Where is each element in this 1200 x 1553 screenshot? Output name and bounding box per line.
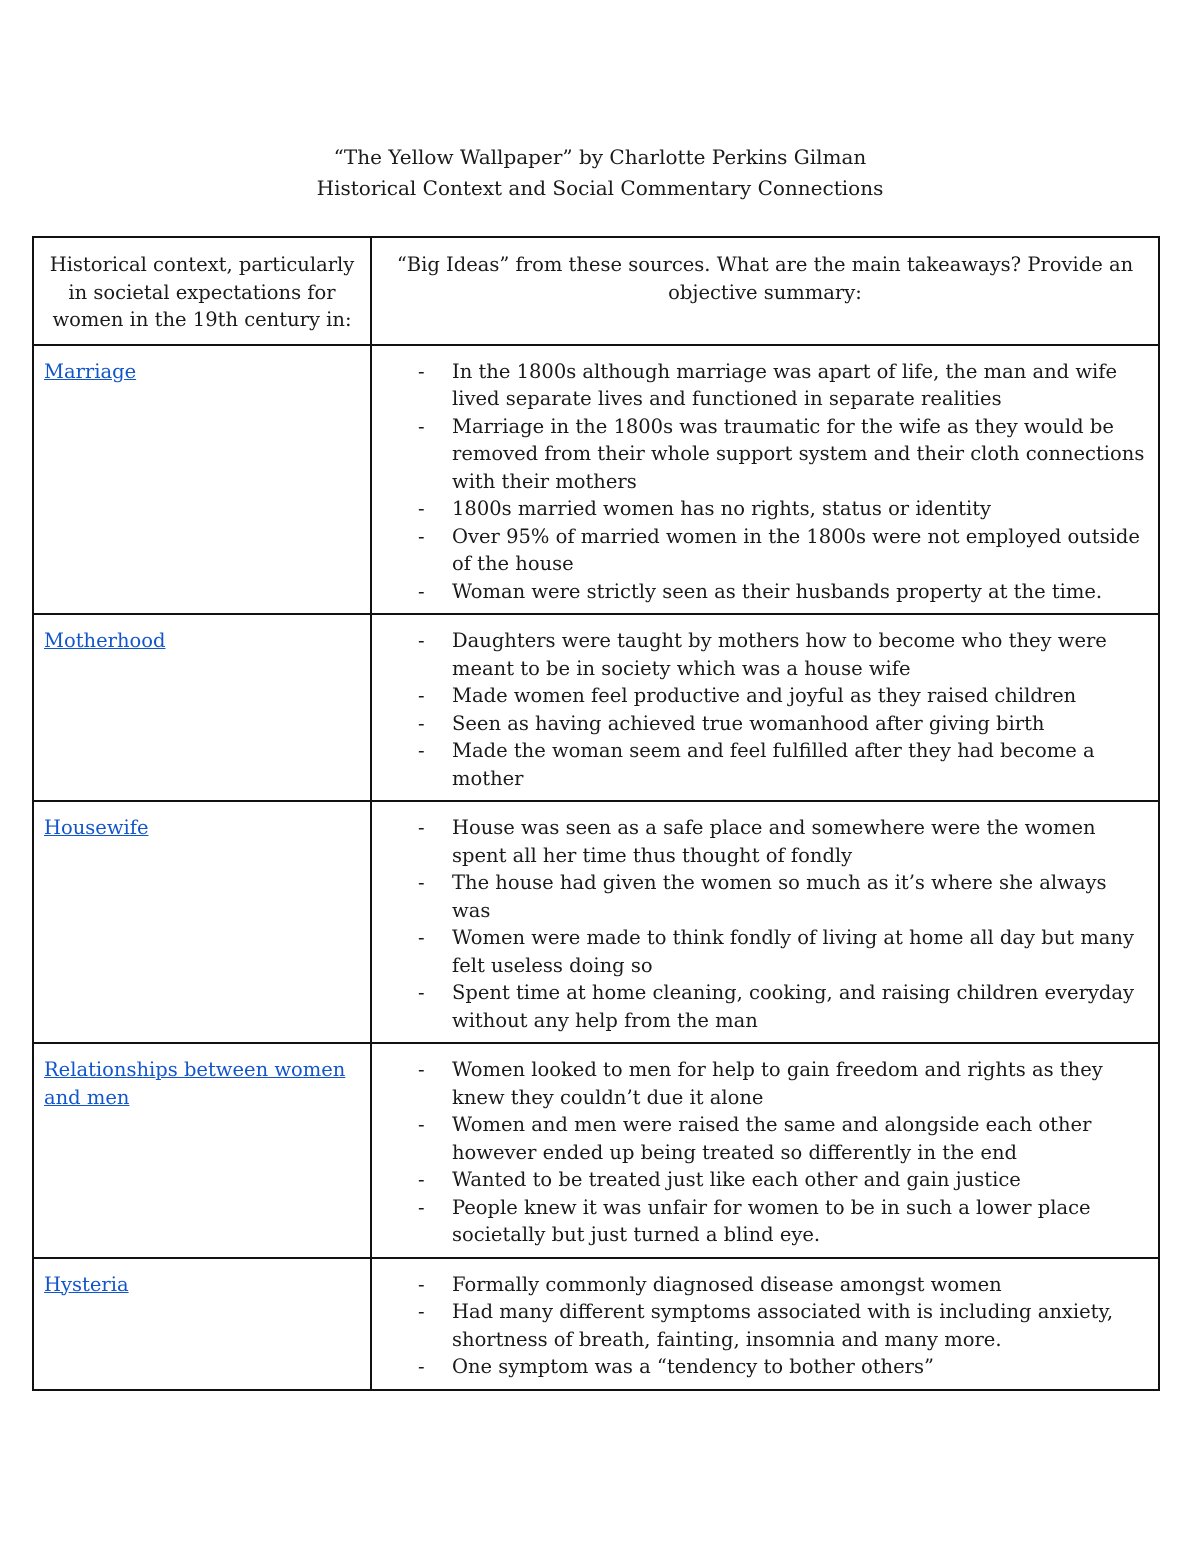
table-row	[33, 345, 1159, 615]
list-item: - 1800s married women has no rights, status or identity	[372, 495, 1150, 523]
topic-link[interactable]: Relationships between women and men	[44, 1058, 346, 1109]
table-row	[33, 1258, 1159, 1390]
topic-cell	[33, 1043, 371, 1258]
title-line-1: “The Yellow Wallpaper” by Charlotte Perkins Gilman	[333, 145, 867, 169]
list-item: - Women were made to think fondly of living at home all day but many felt useless doing so	[372, 924, 1150, 979]
list-item: - Made the woman seem and feel fulfilled after they had become a mother	[372, 737, 1150, 792]
list-item: - Women and men were raised the same and alongside each other however ended up being treated so differently in the end	[372, 1111, 1150, 1166]
document-title	[0, 142, 1200, 204]
summary-cell	[371, 1258, 1159, 1390]
summary-list	[372, 814, 1150, 1034]
topic-cell	[33, 345, 371, 615]
list-item: - In the 1800s although marriage was apart of life, the man and wife lived separate lives and functioned in separate realities	[372, 358, 1150, 413]
topic-link[interactable]: Hysteria	[44, 1272, 129, 1296]
topic-cell	[33, 614, 371, 801]
context-table	[32, 236, 1160, 1391]
list-item: - Spent time at home cleaning, cooking, and raising children everyday without any help from the man	[372, 979, 1150, 1034]
summary-list	[372, 1271, 1150, 1381]
list-item: - Woman were strictly seen as their husbands property at the time.	[372, 578, 1150, 606]
header-big-ideas: “Big Ideas” from these sources. What are the main takeaways? Provide an objective summary:	[371, 237, 1159, 345]
header-historical-context: Historical context, particularly in societal expectations for women in the 19th century in:	[33, 237, 371, 345]
list-item: - The house had given the women so much as it’s where she always was	[372, 869, 1150, 924]
list-item: - One symptom was a “tendency to bother others”	[372, 1353, 1150, 1381]
table-row	[33, 1043, 1159, 1258]
topic-link[interactable]: Housewife	[44, 816, 149, 839]
list-item: - Women looked to men for help to gain freedom and rights as they knew they couldn’t due it alone	[372, 1056, 1150, 1111]
topic-link[interactable]: Marriage	[44, 359, 137, 383]
list-item: - Marriage in the 1800s was traumatic for the wife as they would be removed from their whole support system and their cloth connections with their mothers	[372, 413, 1150, 496]
list-item: - Seen as having achieved true womanhood after giving birth	[372, 710, 1150, 738]
summary-cell	[371, 801, 1159, 1043]
table-row	[33, 801, 1159, 1043]
table-body	[33, 345, 1159, 1390]
table-header-row	[33, 237, 1159, 345]
list-item: - Made women feel productive and joyful as they raised children	[372, 682, 1150, 710]
topic-link[interactable]: Motherhood	[44, 629, 166, 652]
summary-cell	[371, 1043, 1159, 1258]
list-item: - Formally commonly diagnosed disease amongst women	[372, 1271, 1150, 1299]
topic-cell	[33, 801, 371, 1043]
summary-list	[372, 1056, 1150, 1249]
title-line-2: Historical Context and Social Commentary Connections	[316, 176, 884, 200]
list-item: - Wanted to be treated just like each other and gain justice	[372, 1166, 1150, 1194]
list-item: - Had many different symptoms associated with is including anxiety, shortness of breath, fainting, insomnia and many more.	[372, 1298, 1150, 1353]
table-row	[33, 614, 1159, 801]
summary-cell	[371, 345, 1159, 615]
list-item: - House was seen as a safe place and somewhere were the women spent all her time thus thought of fondly	[372, 814, 1150, 869]
list-item: - People knew it was unfair for women to be in such a lower place societally but just turned a blind eye.	[372, 1194, 1150, 1249]
summary-cell	[371, 614, 1159, 801]
summary-list	[372, 358, 1150, 606]
list-item: - Daughters were taught by mothers how to become who they were meant to be in society which was a house wife	[372, 627, 1150, 682]
topic-cell	[33, 1258, 371, 1390]
list-item: - Over 95% of married women in the 1800s were not employed outside of the house	[372, 523, 1150, 578]
summary-list	[372, 627, 1150, 792]
